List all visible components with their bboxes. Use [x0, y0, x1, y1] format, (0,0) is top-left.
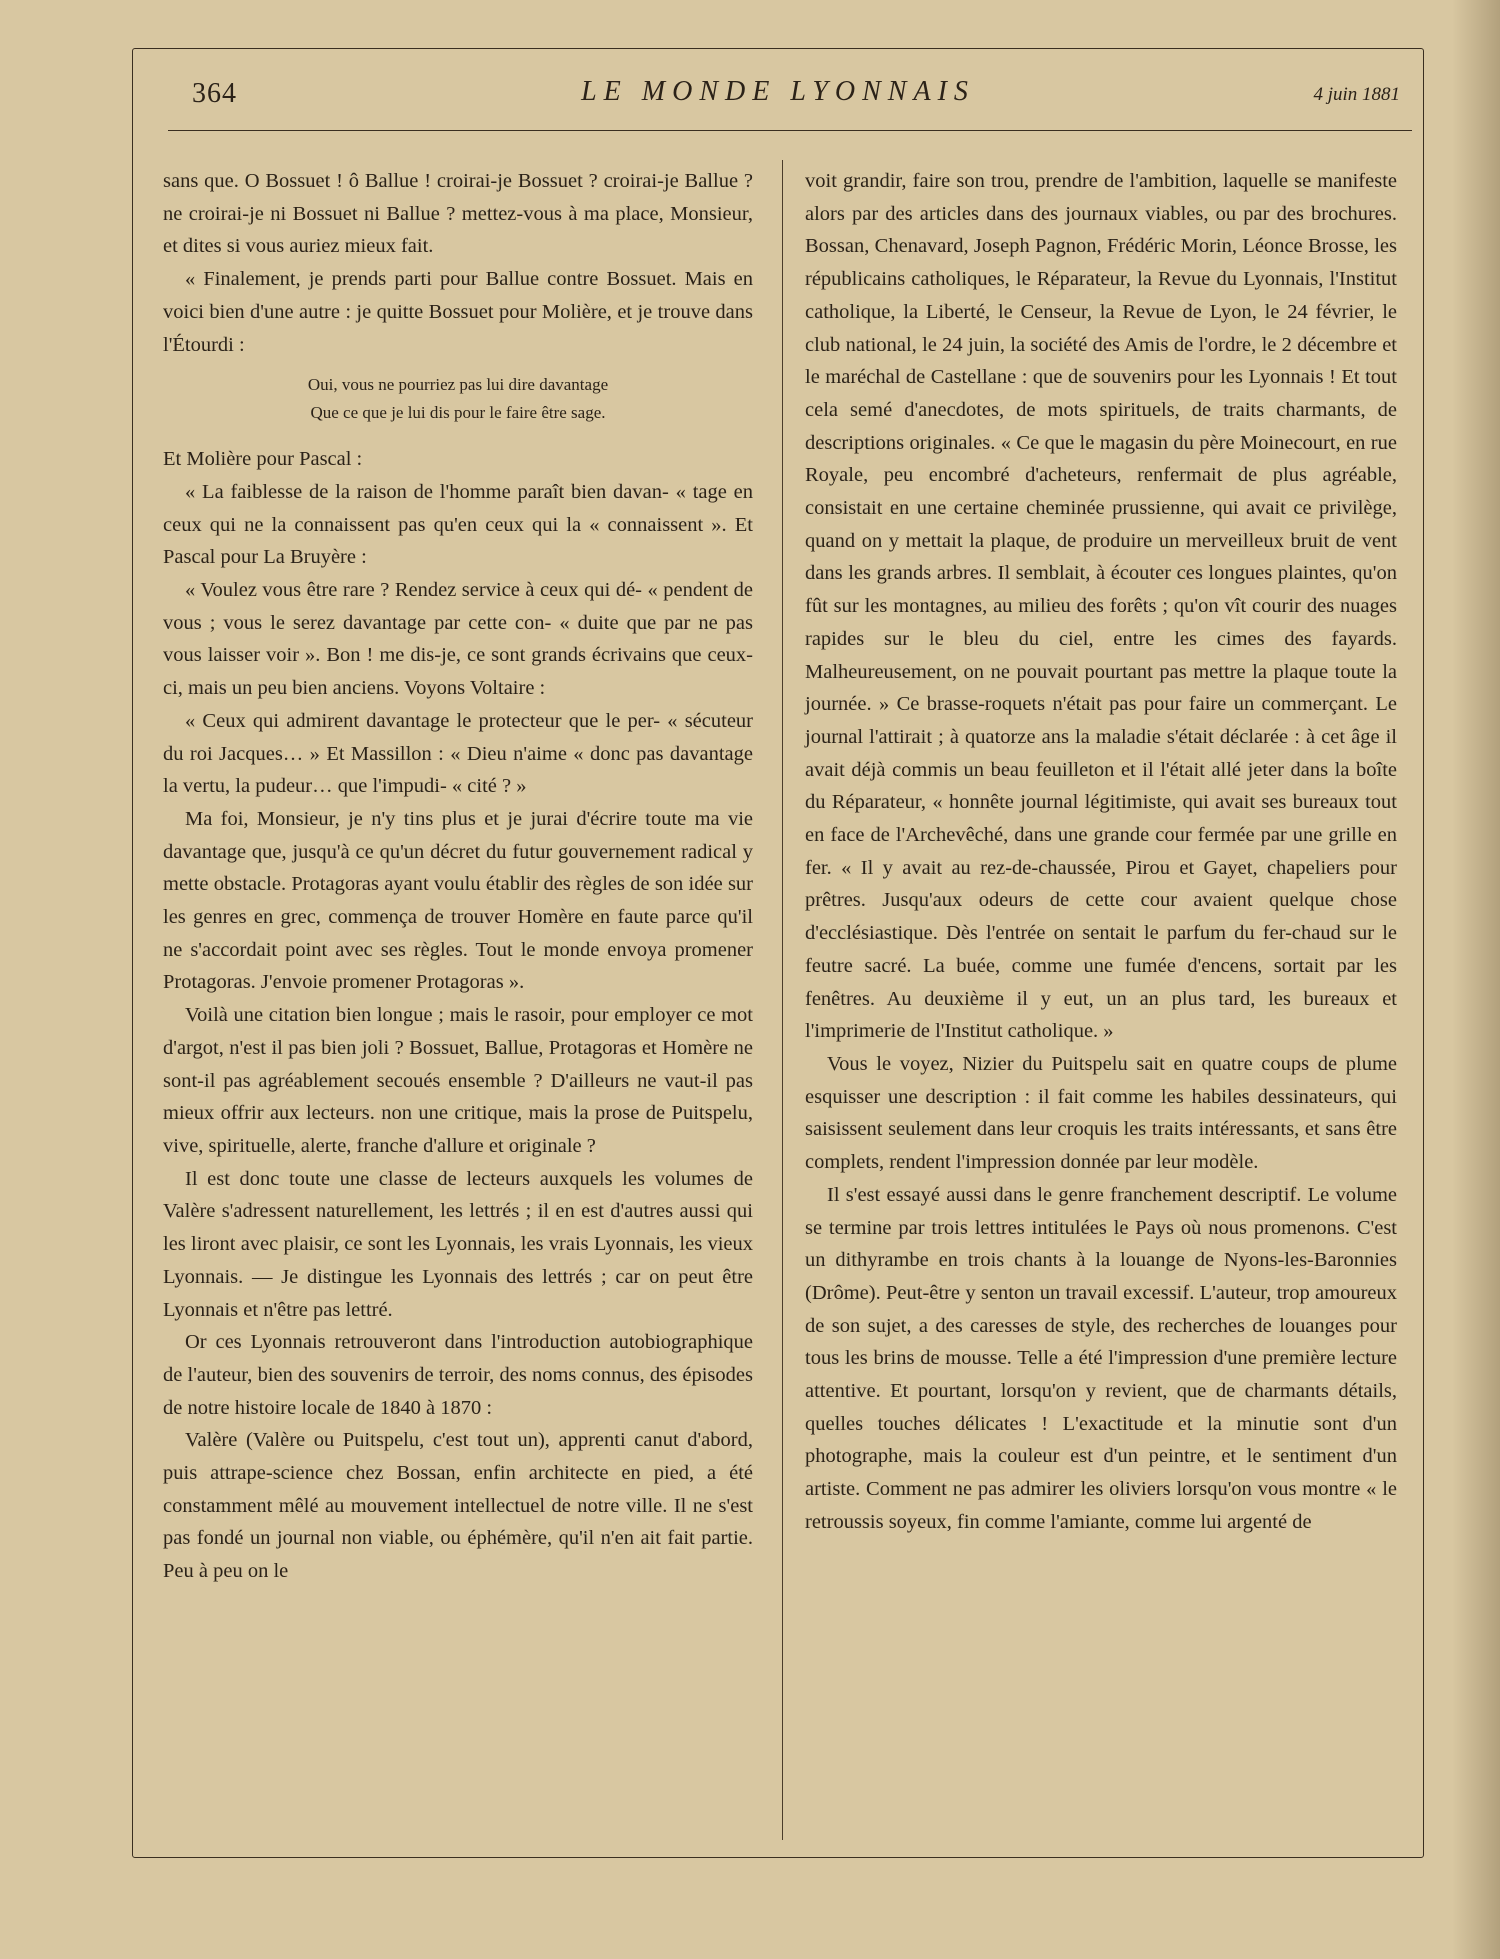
verse-line: Oui, vous ne pourriez pas lui dire davantage	[307, 375, 609, 395]
left-column	[163, 165, 753, 1588]
page-header	[132, 72, 1424, 122]
paragraph: Il est donc toute une classe de lecteurs auxquels les volumes de Valère s'adressent naturellement, les lettrés ; il en est d'autres aussi qui les liront avec plaisir, ce sont les Lyonnais, les vrais Lyonnais, les vieux Lyonnais. — Je distingue les Lyonnais des lettrés ; car on peut être Lyonnais et n'être pas lettré.	[163, 1167, 753, 1321]
paragraph: Vous le voyez, Nizier du Puitspelu sait en quatre coups de plume esquisser une description : il fait comme les habiles dessinateurs, qui saisissent seulement dans leur croquis les traits intéressants, et sans être complets, rendent l'impression donnée par leur modèle.	[805, 1052, 1397, 1174]
page-number: 364	[192, 78, 237, 109]
column-divider	[782, 160, 783, 1840]
paragraph: voit grandir, faire son trou, prendre de l'ambition, laquelle se manifeste alors par des articles dans des journaux viables, ou par des brochures. Bossan, Chenavard, Joseph Pagnon, Frédéric Morin, Léonce Brosse, les républicains catholiques, le Réparateur, la Revue du Lyonnais, l'Institut catholique, la Liberté, le Censeur, la Revue de Lyon, le 24 février, le club national, le 24 juin, la société des Amis de l'ordre, le 2 décembre et le maréchal de Castellane : que de souvenirs pour les Lyonnais ! Et tout cela semé d'anecdotes, de mots spirituels, de traits charmants, de descriptions originales. « Ce que le magasin du père Moinecourt, en rue Royale, peu encombré d'acheteurs, renfermait de plus agréable, consistait en une certaine cheminée prussienne, qui avait ce privilège, quand on y mettait la plaque, de produire un merveilleux bruit de vent dans les grands arbres. Il semblait, à écouter ces longues plaintes, qu'on fût sur les montagnes, au milieu des forêts ; qu'on vît courir des nuages rapides sur le bleu du ciel, entre les cimes des fayards. Malheureusement, on ne pouvait pourtant pas mettre la plaque toute la journée. » Ce brasse-roquets n'était pas pour faire un commerçant. Le journal l'attirait ; à quatorze ans la maladie s'était déclarée : à cet âge il avait déjà commis un beau feuilleton et il l'était allé jeter dans la boîte du Réparateur, « honnête journal légitimiste, qui avait ses bureaux tout en face de l'Archevêché, dans une grande cour fermée par une grille en fer. « Il y avait au rez-de-chaussée, Pirou et Gayet, chapeliers pour prêtres. Jusqu'aux odeurs de cette cour avaient quelque chose d'ecclésiastique. Dès l'entrée on sentait le parfum du fer-chaud sur le feutre sacré. La buée, comme une fumée d'encens, sortait par les fenêtres. Au deuxième il y eut, un an plus tard, les bureaux et l'imprimerie de l'Institut catholique. »	[805, 170, 1397, 1043]
paragraph: Voilà une citation bien longue ; mais le rasoir, pour employer ce mot d'argot, n'est il pas bien joli ? Bossuet, Ballue, Protagoras et Homère ne sont-il pas agréablement secoués ensemble ? D'ailleurs ne vaut-il pas mieux offrir aux lecteurs. non une critique, mais la prose de Puitspelu, vive, spirituelle, alerte, franche d'allure et originale ?	[163, 1004, 753, 1157]
quotation: « Ceux qui admirent davantage le protecteur que le per- « sécuteur du roi Jacques… » Et Massillon : « Dieu n'aime « donc pas davantage la vertu, la pudeur… que l'impudi- « cité ? »	[163, 709, 753, 798]
right-column	[805, 165, 1397, 1539]
verse-line: Que ce que je lui dis pour le faire être sage.	[310, 403, 606, 423]
issue-date: 4 juin 1881	[1313, 84, 1400, 105]
paragraph: Il s'est essayé aussi dans le genre franchement descriptif. Le volume se termine par trois lettres intitulées le Pays où nous promenons. C'est un dithyrambe en trois chants à la louange de Nyons-les-Baronnies (Drôme). Peut-être y senton un travail excessif. L'auteur, trop amoureux de son sujet, a des caresses de style, des recherches de louanges pour tous les brins de mousse. Telle a été l'impression d'une première lecture attentive. Et pourtant, lorsqu'on y revient, que de charmants détails, quelles touches délicates ! L'exactitude et la minutie sont d'un photographe, mais la couleur est d'un peintre, et le sentiment d'un artiste. Comment ne pas admirer les oliviers lorsqu'on vous montre « le retroussis soyeux, fin comme l'amiante, comme lui argenté de	[805, 1183, 1397, 1533]
paragraph: sans que. O Bossuet ! ô Ballue ! croirai-je Bossuet ? croirai-je Ballue ? ne croirai-je ni Bossuet ni Ballue ? mettez-vous à ma place, Monsieur, et dites si vous auriez mieux fait.	[163, 170, 753, 258]
paragraph: Et Molière pour Pascal :	[163, 448, 363, 471]
quotation: « La faiblesse de la raison de l'homme paraît bien davan- « tage en ceux qui ne la connaissent pas qu'en ceux qui la « connaissent ». Et Pascal pour La Bruyère :	[163, 480, 753, 569]
quotation: « Voulez vous être rare ? Rendez service à ceux qui dé- « pendent de vous ; vous le serez davantage par cette con- « duite que par ne pas vous laisser voir ». Bon ! me dis-je, ce sont grands écrivains que ceux-ci, mais un peu bien anciens. Voyons Voltaire :	[163, 579, 753, 700]
paragraph: « Finalement, je prends parti pour Ballue contre Bossuet. Mais en voici bien d'une autre : je quitte Bossuet pour Molière, et je trouve dans l'Étourdi :	[163, 268, 753, 356]
paragraph: Ma foi, Monsieur, je n'y tins plus et je jurai d'écrire toute ma vie davantage que, jusqu'à ce qu'un décret du futur gouvernement radical y mette obstacle. Protagoras ayant voulu établir des règles de son idée sur les genres en grec, commença de trouver Homère en faute parce qu'il ne s'accordait point avec ses règles. Tout le monde envoya promener Protagoras. J'envoie promener Protagoras ».	[163, 807, 753, 994]
page-edge-shadow	[1452, 0, 1500, 1959]
paragraph: Or ces Lyonnais retrouveront dans l'introduction autobiographique de l'auteur, bien des souvenirs de terroir, des noms connus, des épisodes de notre histoire locale de 1840 à 1870 :	[163, 1331, 753, 1419]
paragraph: Valère (Valère ou Puitspelu, c'est tout un), apprenti canut d'abord, puis attrape-science chez Bossan, enfin architecte en pied, a été constamment mêlé au mouvement intellectuel de notre ville. Il ne s'est pas fondé un journal non viable, ou éphémère, qu'il n'en ait fait partie. Peu à peu on le	[163, 1429, 753, 1583]
journal-title: LE MONDE LYONNAIS	[581, 76, 975, 107]
header-rule	[168, 130, 1412, 131]
